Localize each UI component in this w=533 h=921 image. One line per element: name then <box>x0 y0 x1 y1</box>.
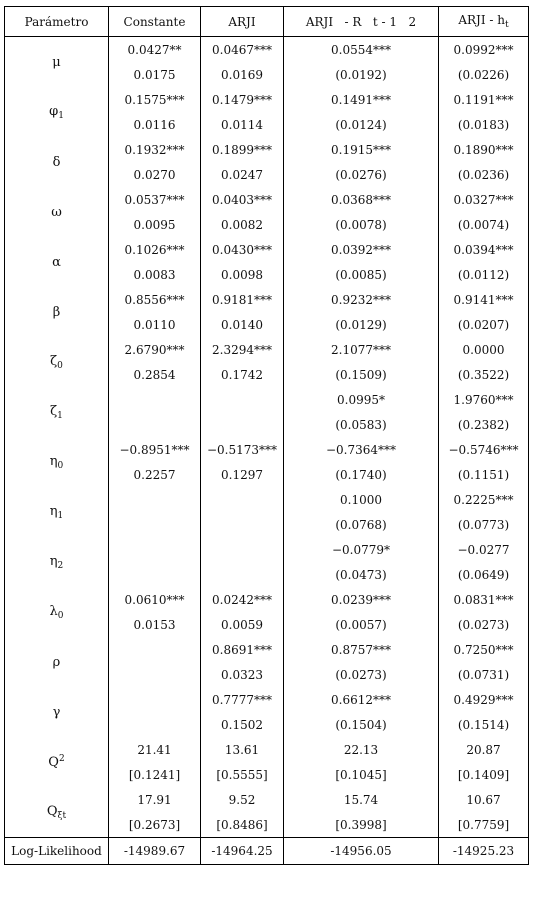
std-error-cell <box>109 713 201 737</box>
loglikelihood-value: -14989.67 <box>109 838 201 865</box>
std-error-cell: 0.1502 <box>201 713 284 737</box>
parameter-symbol: β <box>52 304 61 320</box>
estimate-cell: 0.0992*** <box>439 37 529 64</box>
estimate-cell: 0.0831*** <box>439 587 529 613</box>
estimate-cell: 0.0000 <box>439 337 529 363</box>
std-error-cell: [0.1409] <box>439 763 529 787</box>
std-error-cell: (0.0473) <box>284 563 439 587</box>
header-parameter: Parámetro <box>5 7 109 37</box>
std-error-cell: [0.8486] <box>201 813 284 838</box>
header-arji-h <box>439 7 529 37</box>
estimate-cell: 0.9181*** <box>201 287 284 313</box>
std-error-cell: 0.0116 <box>109 113 201 137</box>
estimate-cell: 2.6790*** <box>109 337 201 363</box>
table-row-estimate <box>5 287 529 313</box>
std-error-cell: [0.2673] <box>109 813 201 838</box>
estimate-cell: 0.1479*** <box>201 87 284 113</box>
estimate-cell: 0.1191*** <box>439 87 529 113</box>
std-error-cell: (0.0129) <box>284 313 439 337</box>
table-row-loglikelihood <box>5 838 529 865</box>
std-error-cell: [0.1045] <box>284 763 439 787</box>
estimate-cell <box>201 487 284 513</box>
estimate-cell: 0.0467*** <box>201 37 284 64</box>
parameter-subscript: 0 <box>57 460 64 471</box>
estimate-cell: −0.8951*** <box>109 437 201 463</box>
estimate-cell: 0.0403*** <box>201 187 284 213</box>
parameter-symbol: η <box>49 553 58 569</box>
table-row-estimate <box>5 337 529 363</box>
std-error-cell: (0.0183) <box>439 113 529 137</box>
estimate-cell: 0.2225*** <box>439 487 529 513</box>
parameter-subscript: 1 <box>57 510 64 521</box>
std-error-cell: 0.1742 <box>201 363 284 387</box>
std-error-cell: 0.0270 <box>109 163 201 187</box>
table-row-estimate <box>5 387 529 413</box>
std-error-cell: 0.2257 <box>109 463 201 487</box>
std-error-cell: (0.1514) <box>439 713 529 737</box>
parameter-subscript: 2 <box>57 560 64 571</box>
estimate-cell <box>201 387 284 413</box>
estimate-cell: 17.91 <box>109 787 201 813</box>
parameter-symbol: Q <box>46 803 58 819</box>
estimate-cell: 0.8556*** <box>109 287 201 313</box>
parameter-cell <box>5 137 109 187</box>
std-error-cell: (0.0273) <box>439 613 529 637</box>
std-error-cell: (0.1504) <box>284 713 439 737</box>
estimate-cell: −0.5746*** <box>439 437 529 463</box>
std-error-cell: (0.0273) <box>284 663 439 687</box>
estimate-cell: 0.9232*** <box>284 287 439 313</box>
table-row-estimate <box>5 137 529 163</box>
table-row-estimate <box>5 237 529 263</box>
estimate-cell: 0.0392*** <box>284 237 439 263</box>
std-error-cell: (0.0226) <box>439 63 529 87</box>
parameter-cell <box>5 187 109 237</box>
parameter-symbol: ζ <box>50 353 58 369</box>
estimate-cell: 0.1491*** <box>284 87 439 113</box>
parameter-symbol: ρ <box>52 654 61 670</box>
std-error-cell: (0.1509) <box>284 363 439 387</box>
estimation-results-table <box>4 6 529 865</box>
header-arji-r: ARJI - R t - 1 2 <box>284 7 439 37</box>
estimate-cell: 2.3294*** <box>201 337 284 363</box>
std-error-cell: [0.1241] <box>109 763 201 787</box>
estimate-cell <box>109 637 201 663</box>
parameter-symbol: δ <box>52 154 61 170</box>
header-arji: ARJI <box>201 7 284 37</box>
estimate-cell: 0.7250*** <box>439 637 529 663</box>
std-error-cell: (0.2382) <box>439 413 529 437</box>
parameter-symbol: α <box>52 254 61 270</box>
table-body <box>5 37 529 865</box>
std-error-cell: 0.0153 <box>109 613 201 637</box>
std-error-cell: 0.0082 <box>201 213 284 237</box>
table-row-estimate <box>5 37 529 64</box>
estimate-cell: 20.87 <box>439 737 529 763</box>
std-error-cell: (0.0207) <box>439 313 529 337</box>
table-row-estimate <box>5 537 529 563</box>
parameter-cell <box>5 387 109 437</box>
parameter-cell <box>5 337 109 387</box>
parameter-symbol: μ <box>52 54 61 70</box>
std-error-cell: [0.7759] <box>439 813 529 838</box>
std-error-cell <box>109 563 201 587</box>
std-error-cell: (0.0192) <box>284 63 439 87</box>
parameter-cell <box>5 537 109 587</box>
loglikelihood-value: -14925.23 <box>439 838 529 865</box>
std-error-cell <box>109 413 201 437</box>
std-error-cell: (0.1151) <box>439 463 529 487</box>
std-error-cell: (0.0074) <box>439 213 529 237</box>
table-header-row <box>5 7 529 37</box>
parameter-cell <box>5 87 109 137</box>
estimate-cell: 22.13 <box>284 737 439 763</box>
estimate-cell: 10.67 <box>439 787 529 813</box>
parameter-cell <box>5 687 109 737</box>
parameter-superscript: 2 <box>58 754 65 764</box>
std-error-cell <box>109 663 201 687</box>
estimate-cell: 9.52 <box>201 787 284 813</box>
parameter-symbol: λ <box>49 603 58 619</box>
estimate-cell: 15.74 <box>284 787 439 813</box>
parameter-subscript: 1 <box>57 410 63 421</box>
std-error-cell: (0.3522) <box>439 363 529 387</box>
estimate-cell <box>109 387 201 413</box>
loglikelihood-label: Log-Likelihood <box>5 838 109 865</box>
estimate-cell: 0.1575*** <box>109 87 201 113</box>
table-row-estimate <box>5 437 529 463</box>
std-error-cell: 0.0175 <box>109 63 201 87</box>
estimate-cell: 0.0242*** <box>201 587 284 613</box>
estimate-cell: 13.61 <box>201 737 284 763</box>
std-error-cell: (0.0583) <box>284 413 439 437</box>
std-error-cell: (0.0112) <box>439 263 529 287</box>
parameter-symbol: η <box>49 503 58 519</box>
parameter-symbol: γ <box>52 704 61 720</box>
std-error-cell <box>201 413 284 437</box>
estimate-cell: 0.0995* <box>284 387 439 413</box>
estimate-cell: 0.8757*** <box>284 637 439 663</box>
estimate-cell: 0.1899*** <box>201 137 284 163</box>
std-error-cell: 0.0098 <box>201 263 284 287</box>
estimate-cell: 0.0427** <box>109 37 201 64</box>
parameter-cell <box>5 237 109 287</box>
estimate-cell: 0.0368*** <box>284 187 439 213</box>
std-error-cell: 0.0083 <box>109 263 201 287</box>
estimate-cell: 0.1932*** <box>109 137 201 163</box>
std-error-cell: (0.0773) <box>439 513 529 537</box>
estimate-cell: 0.4929*** <box>439 687 529 713</box>
parameter-cell <box>5 37 109 88</box>
std-error-cell: 0.1297 <box>201 463 284 487</box>
parameter-symbol: φ <box>49 103 59 119</box>
std-error-cell: [0.3998] <box>284 813 439 838</box>
estimate-cell <box>109 537 201 563</box>
estimate-cell: 0.1026*** <box>109 237 201 263</box>
std-error-cell: 0.0169 <box>201 63 284 87</box>
parameter-cell <box>5 787 109 838</box>
parameter-cell <box>5 637 109 687</box>
estimate-cell: 0.0327*** <box>439 187 529 213</box>
estimate-cell: −0.7364*** <box>284 437 439 463</box>
parameter-subscript: 1 <box>58 110 64 121</box>
std-error-cell <box>109 513 201 537</box>
estimate-cell: 0.1915*** <box>284 137 439 163</box>
estimate-cell: 0.1000 <box>284 487 439 513</box>
estimate-cell: 0.7777*** <box>201 687 284 713</box>
std-error-cell: 0.0059 <box>201 613 284 637</box>
estimate-cell: −0.0779* <box>284 537 439 563</box>
loglikelihood-value: -14956.05 <box>284 838 439 865</box>
parameter-cell <box>5 287 109 337</box>
parameter-symbol: ζ <box>50 403 58 419</box>
estimate-cell: 1.9760*** <box>439 387 529 413</box>
estimate-cell: −0.5173*** <box>201 437 284 463</box>
estimate-cell <box>109 487 201 513</box>
std-error-cell: (0.0236) <box>439 163 529 187</box>
parameter-subscript: 0 <box>57 360 63 371</box>
parameter-cell <box>5 587 109 637</box>
std-error-cell: 0.0140 <box>201 313 284 337</box>
estimate-cell: 0.1890*** <box>439 137 529 163</box>
estimate-cell: 0.0610*** <box>109 587 201 613</box>
std-error-cell: 0.0095 <box>109 213 201 237</box>
estimate-cell <box>109 687 201 713</box>
parameter-cell <box>5 737 109 787</box>
std-error-cell: (0.0057) <box>284 613 439 637</box>
estimate-cell: 0.0394*** <box>439 237 529 263</box>
estimate-cell: 21.41 <box>109 737 201 763</box>
std-error-cell: (0.0078) <box>284 213 439 237</box>
std-error-cell: (0.0276) <box>284 163 439 187</box>
std-error-cell: (0.0649) <box>439 563 529 587</box>
std-error-cell <box>201 563 284 587</box>
estimate-cell <box>201 537 284 563</box>
std-error-cell: 0.2854 <box>109 363 201 387</box>
parameter-cell <box>5 437 109 487</box>
estimate-cell: −0.0277 <box>439 537 529 563</box>
std-error-cell: (0.1740) <box>284 463 439 487</box>
header-constante: Constante <box>109 7 201 37</box>
parameter-symbol: η <box>49 453 58 469</box>
header-arji-h-subscript: t <box>505 20 509 30</box>
std-error-cell: 0.0110 <box>109 313 201 337</box>
table-row-estimate <box>5 737 529 763</box>
table-row-estimate <box>5 187 529 213</box>
table-row-estimate <box>5 687 529 713</box>
parameter-cell <box>5 487 109 537</box>
table-row-estimate <box>5 87 529 113</box>
estimate-cell: 0.0554*** <box>284 37 439 64</box>
std-error-cell: (0.0768) <box>284 513 439 537</box>
table-row-estimate <box>5 587 529 613</box>
estimate-cell: 0.6612*** <box>284 687 439 713</box>
std-error-cell: (0.0085) <box>284 263 439 287</box>
table-row-estimate <box>5 487 529 513</box>
table-row-estimate <box>5 787 529 813</box>
header-arji-h-label: ARJI - h <box>458 13 506 27</box>
std-error-cell: 0.0247 <box>201 163 284 187</box>
std-error-cell: (0.0124) <box>284 113 439 137</box>
estimate-cell: 2.1077*** <box>284 337 439 363</box>
loglikelihood-value: -14964.25 <box>201 838 284 865</box>
estimate-cell: 0.0239*** <box>284 587 439 613</box>
table-row-estimate <box>5 637 529 663</box>
std-error-cell: (0.0731) <box>439 663 529 687</box>
std-error-cell <box>201 513 284 537</box>
parameter-symbol: ω <box>51 204 62 220</box>
parameter-symbol: Q <box>48 755 59 770</box>
estimate-cell: 0.9141*** <box>439 287 529 313</box>
estimate-cell: 0.8691*** <box>201 637 284 663</box>
std-error-cell: [0.5555] <box>201 763 284 787</box>
estimate-cell: 0.0537*** <box>109 187 201 213</box>
std-error-cell: 0.0323 <box>201 663 284 687</box>
estimate-cell: 0.0430*** <box>201 237 284 263</box>
parameter-subscript: 0 <box>57 610 64 621</box>
parameter-subscript: ξt <box>57 810 67 821</box>
std-error-cell: 0.0114 <box>201 113 284 137</box>
